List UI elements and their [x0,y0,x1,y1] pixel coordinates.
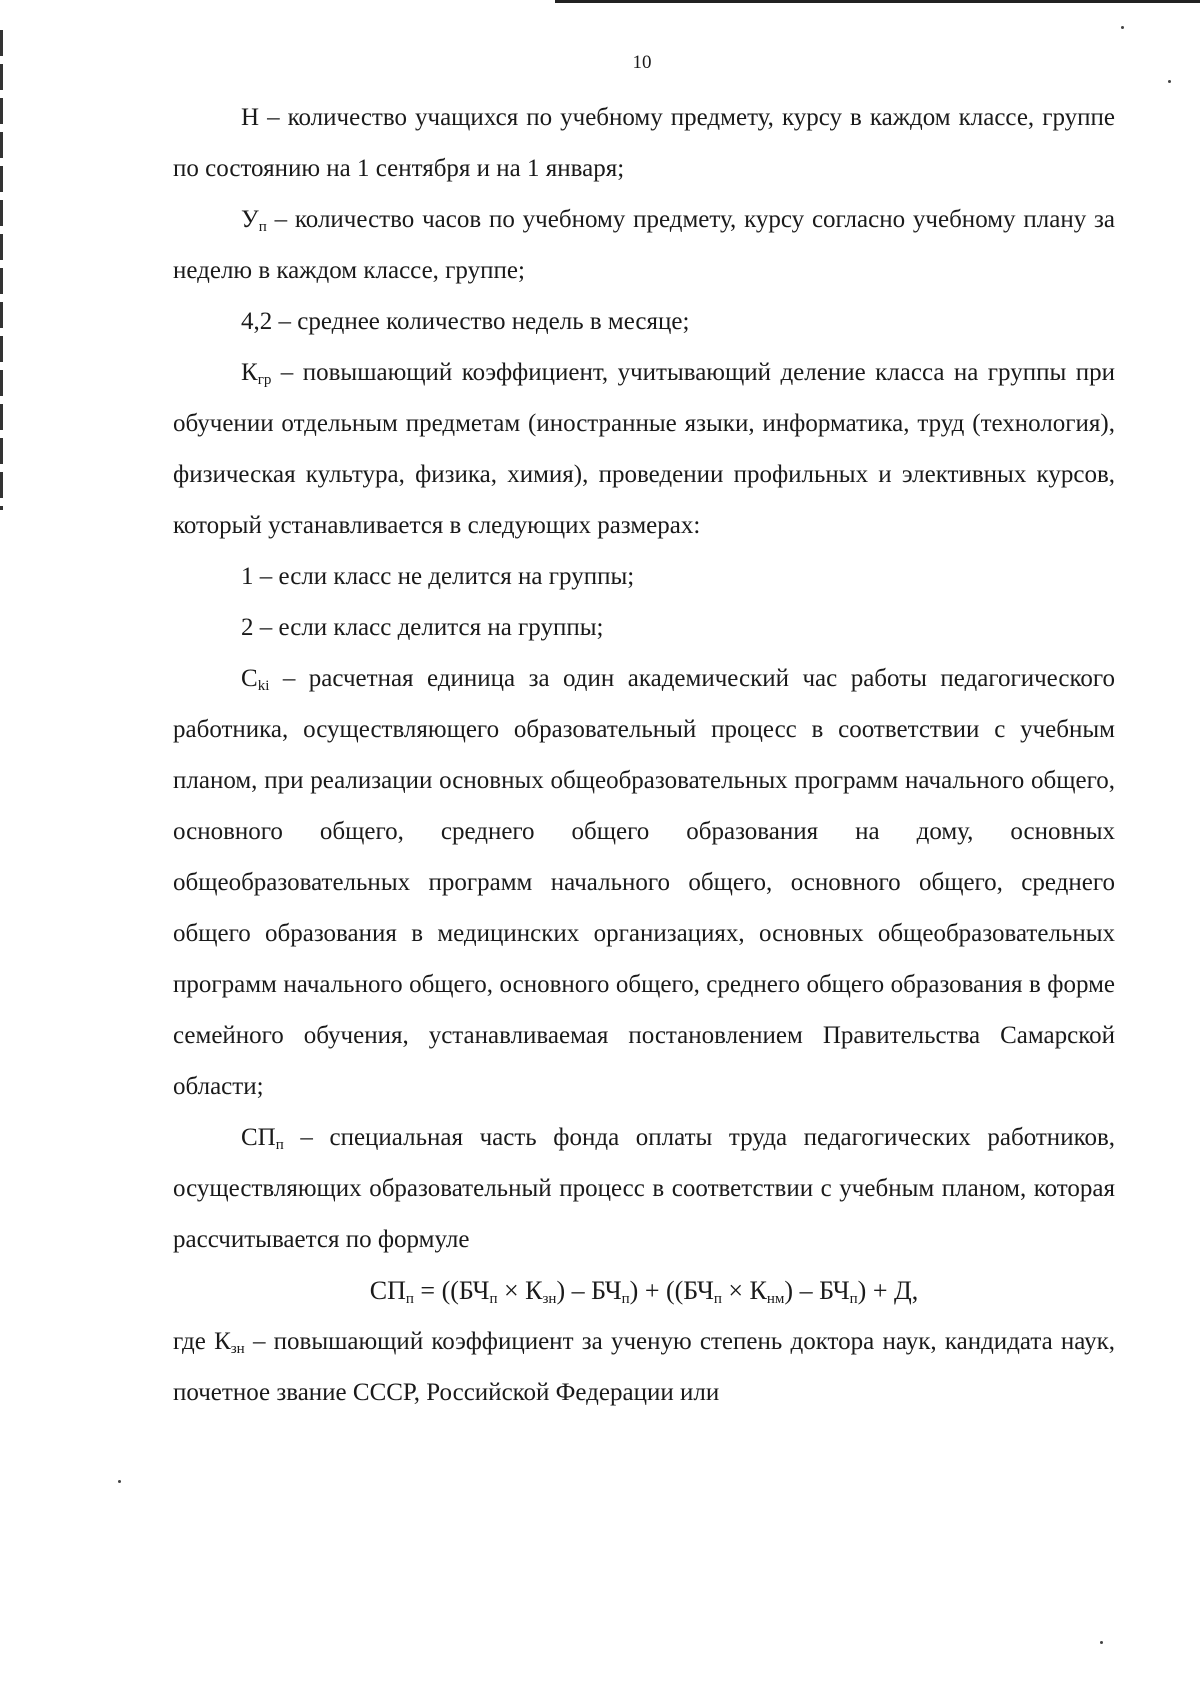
formula-subscript: зн [542,1291,557,1307]
formula-subscript: нм [766,1291,785,1307]
formula-subscript: п [621,1291,630,1307]
symbol: С [241,665,258,692]
paragraph-kgr-definition [173,347,1115,551]
document-body [173,92,1115,1418]
paragraph-text: 1 – если класс не делится на группы; [241,563,635,590]
symbol-subscript: гр [257,372,272,388]
paragraph-text: – повышающий коэффициент, учитывающий деление класса на группы при обучении отдельным предметам (иностранные языки, информатика, труд (технология), физическая культура, физика, химия), проведении профильных и элективных курсов, который устанавливается в следующих размерах: [173,359,1115,539]
symbol-subscript: п [275,1137,284,1153]
formula-spp [173,1265,1115,1316]
formula-part: ) – БЧ [784,1276,850,1305]
paragraph-u-definition [173,194,1115,296]
scan-left-edge [0,30,3,510]
paragraph-lead: где К [173,1328,231,1355]
list-item-value-2 [173,602,1115,653]
scan-top-line [555,0,1200,3]
paragraph-text: – повышающий коэффициент за ученую степень доктора наук, кандидата наук, почетное звание СССР, Российской Федерации или [173,1328,1116,1406]
formula-part: × К [497,1276,543,1305]
paragraph-text: – специальная часть фонда оплаты труда педагогических работников, осуществляющих образовательный процесс в соответствии с учебным планом, которая рассчитывается по формуле [173,1124,1115,1253]
paragraph-kzn-definition [173,1316,1115,1418]
paragraph-text: – количество часов по учебному предмету, курсу согласно учебному плану за неделю в каждом классе, группе; [173,206,1115,284]
symbol-subscript: п [258,219,267,235]
paragraph-text: 2 – если класс делится на группы; [241,614,604,641]
scan-speck [1168,80,1171,83]
symbol: СП [241,1124,276,1151]
paragraph-spp-definition [173,1112,1115,1265]
scan-speck [118,1480,121,1483]
formula-part: = ((БЧ [413,1276,490,1305]
symbol: Н [241,104,260,131]
symbol-subscript: ki [257,678,270,694]
scan-speck [1121,26,1124,29]
formula-part: ) – БЧ [556,1276,622,1305]
paragraph-weeks-definition [173,296,1115,347]
paragraph-n-definition [173,92,1115,194]
paragraph-cki-definition [173,653,1115,1112]
symbol: У [241,206,259,233]
formula-subscript: п [713,1291,722,1307]
symbol: К [241,359,258,386]
formula-subscript: п [849,1291,858,1307]
formula-part: ) + Д, [857,1276,919,1305]
paragraph-text: – количество учащихся по учебному предмету, курсу в каждом классе, группе по состоянию на 1 сентября и на 1 января; [173,104,1115,182]
formula-subscript: п [489,1291,498,1307]
scan-speck [1100,1641,1103,1644]
symbol-subscript: зн [230,1341,245,1357]
formula-subscript: п [405,1291,414,1307]
page-number: 10 [632,52,652,73]
paragraph-text: 4,2 – среднее количество недель в месяце; [241,308,690,335]
list-item-value-1 [173,551,1115,602]
formula-part: × К [721,1276,767,1305]
formula-part: ) + ((БЧ [629,1276,714,1305]
formula-part: СП [369,1276,406,1305]
paragraph-text: – расчетная единица за один академический час работы педагогического работника, осуществляющего образовательный процесс в соответствии с учебным планом, при реализации основных общеобразовательных программ начального общего, основного общего, среднего общего образования на дому, основных общеобразовательных программ начального общего, основного общего, среднего общего образования в медицинских организациях, основных общеобразовательных программ начального общего, основного общего, среднего общего образования в форме семейного обучения, устанавливаемая постановлением Правительства Самарской области; [173,665,1115,1100]
